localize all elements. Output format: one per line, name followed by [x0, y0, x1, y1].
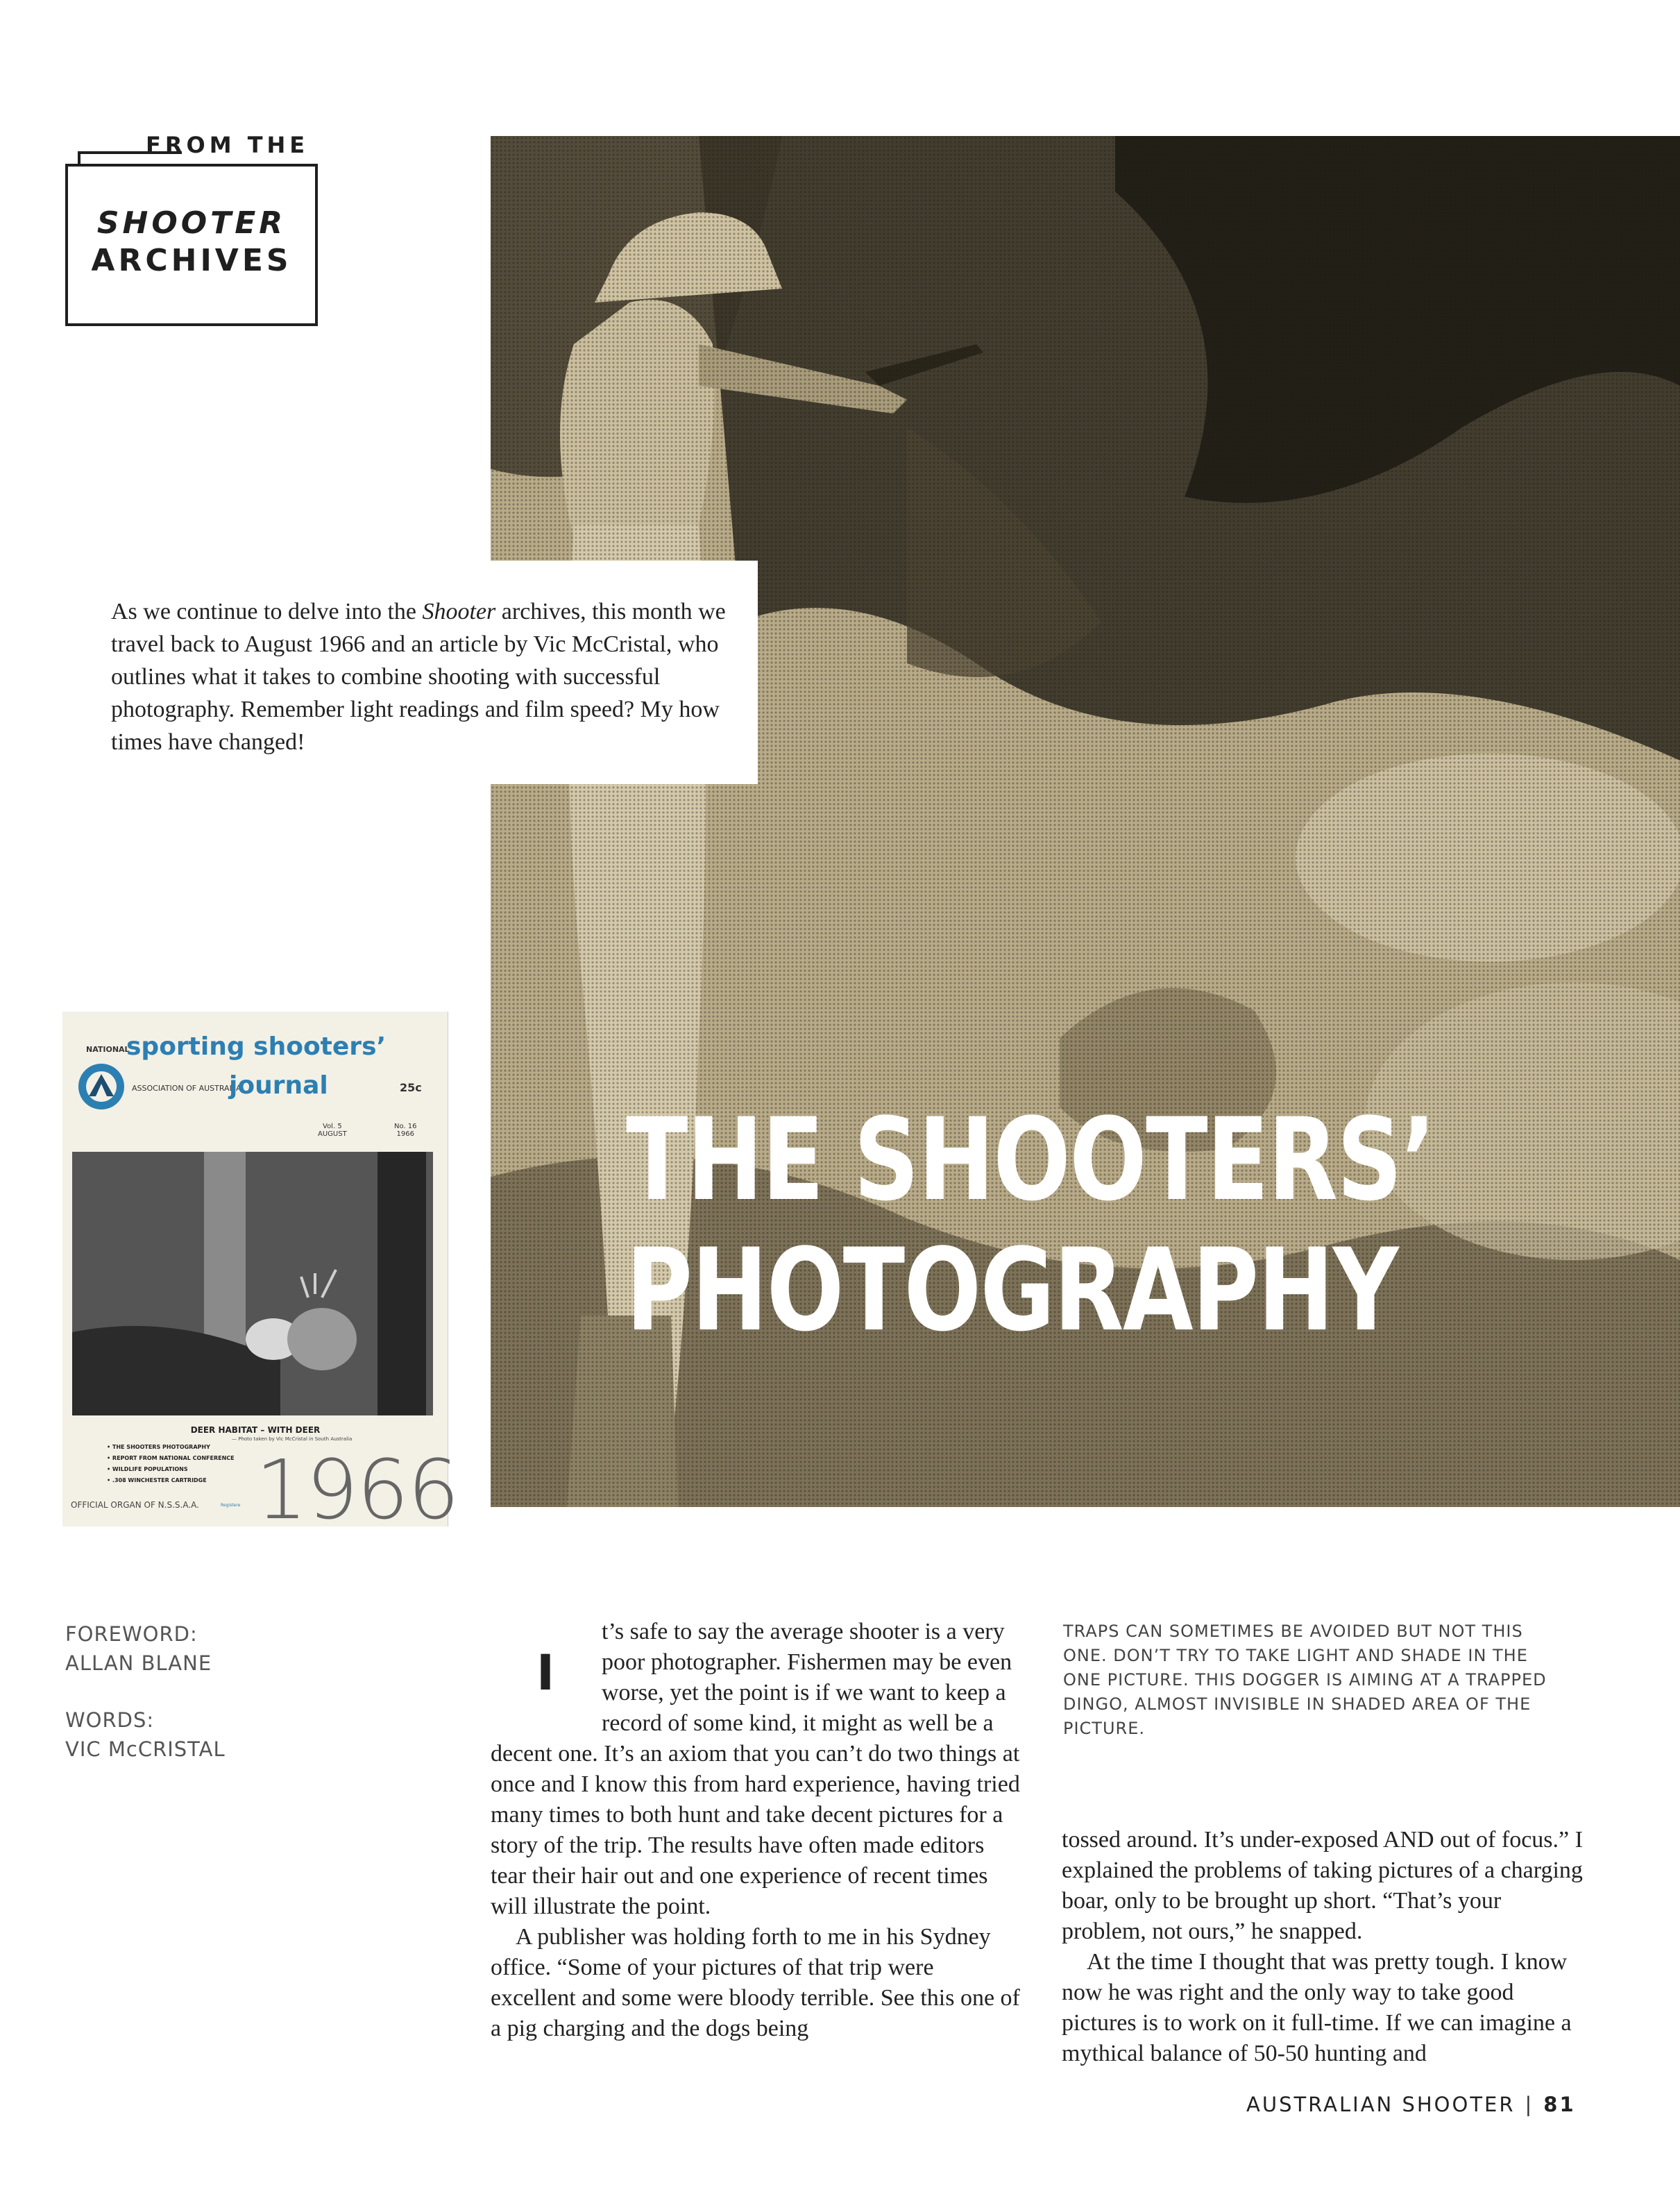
cover-official-organ: OFFICIAL ORGAN OF N.S.S.A.A. — [71, 1500, 199, 1510]
cover-national: NATIONAL — [86, 1045, 130, 1054]
intro-italic-shooter: Shooter — [422, 599, 496, 624]
cover-deer-photo-art — [72, 1152, 433, 1415]
article-title-line-2: PHOTOGRAPHY — [626, 1224, 1398, 1356]
cover-registered: Registere — [221, 1503, 241, 1508]
article-column-2 — [1062, 1825, 1589, 2069]
cover-issue — [394, 1123, 417, 1138]
article-title — [626, 1094, 1435, 1356]
cover-association: ASSOCIATION OF AUSTRALIA — [132, 1084, 241, 1093]
article-paragraph: t’s safe to say the average shooter is a very poor photographer. Fishermen may be even worse, yet the point is if we want to keep a record of some kind, it might as well be a decent one. It’s an axiom that you can’t do two things at once and I know this from hard experience, having tried many times to both hunt and take decent pictures for a story of the trip. The results have often made editors tear their hair out and one experience of recent times will illustrate the point. — [491, 1619, 1020, 1919]
article-paragraph: At the time I thought that was pretty tough. I know now he was right and the only way to take good pictures is to work on it full-time. If we can imagine a mythical balance of 50-50 hunting and — [1062, 1949, 1572, 2066]
archive-badge — [65, 132, 318, 326]
cover-contents-item: • REPORT FROM NATIONAL CONFERENCE — [107, 1453, 235, 1464]
words-author: VIC McCRISTAL — [65, 1737, 226, 1761]
cover-contents-item: • WILDLIFE POPULATIONS — [107, 1464, 235, 1475]
cover-contents-item: • THE SHOOTERS PHOTOGRAPHY — [107, 1442, 235, 1453]
words-label: WORDS: — [65, 1708, 155, 1732]
cover-photo-credit: — Photo taken by Vic McCristal in South Australia — [232, 1436, 353, 1442]
page-footer — [1246, 2093, 1576, 2116]
article-paragraph: tossed around. It’s under-exposed AND out of focus.” I explained the problems of taking pictures of a charging boar, only to be brought up short. “That’s your problem, not ours,” he snapped. — [1062, 1827, 1583, 1944]
intro-text-end: archives, this month we travel back to August 1966 and an article by Vic McCristal, who outlines what it takes to combine shooting with successful photography. Remember light readings and film speed? My how times have changed! — [111, 599, 726, 755]
drop-cap: I — [536, 1644, 555, 1701]
cover-photo — [72, 1152, 433, 1415]
cover-month: AUGUST — [318, 1130, 347, 1138]
foreword-label: FOREWORD: — [65, 1622, 198, 1646]
intro-text-start: As we continue to delve into the — [111, 599, 423, 624]
cover-volume — [318, 1123, 347, 1138]
footer-separator: | — [1525, 2093, 1534, 2116]
cover-contents-item: • .308 WINCHESTER CARTRIDGE — [107, 1475, 235, 1486]
badge-tab-edge — [78, 151, 80, 165]
archive-year: 1966 — [255, 1442, 459, 1538]
cover-price: 25c — [400, 1081, 422, 1094]
article-column-1 — [491, 1617, 1024, 2044]
cover-title-line-2: journal — [229, 1071, 328, 1100]
cover-issue-year: 1966 — [396, 1130, 414, 1138]
badge-from-label: FROM THE — [146, 132, 309, 158]
article-paragraph: A publisher was holding forth to me in his Sydney office. “Some of your pictures of that trip were excellent and some were bloody terrible. See this one of a pig charging and the dogs being — [491, 1924, 1020, 2041]
intro-text — [111, 595, 729, 758]
cover-caption: DEER HABITAT – WITH DEER — [190, 1425, 321, 1435]
article-title-line-1: THE SHOOTERS’ — [626, 1094, 1435, 1226]
badge-archives-label: ARCHIVES — [91, 243, 292, 278]
cover-issue-number: No. 16 — [394, 1123, 417, 1130]
cover-vol-number: Vol. 5 — [323, 1123, 342, 1130]
page-number: 81 — [1543, 2093, 1576, 2116]
foreword-author: ALLAN BLANE — [65, 1651, 212, 1675]
cover-contents-list — [107, 1442, 235, 1486]
photo-caption: TRAPS CAN SOMETIMES BE AVOIDED BUT NOT THIS ONE. DON’T TRY TO TAKE LIGHT AND SHADE IN THE ONE PICTURE. THIS DOGGER IS AIMING AT A TRAPPED DINGO, ALMOST INVISIBLE IN SHADED AREA OF THE PICTURE. — [1063, 1622, 1547, 1738]
badge-shooter-label: SHOOTER — [96, 205, 287, 241]
article-credits — [65, 1619, 226, 1764]
cover-title-line-1: sporting shooters’ — [126, 1032, 387, 1061]
intro-box — [0, 561, 758, 784]
publication-name: AUSTRALIAN SHOOTER — [1246, 2093, 1516, 2116]
association-emblem-icon — [76, 1062, 126, 1112]
